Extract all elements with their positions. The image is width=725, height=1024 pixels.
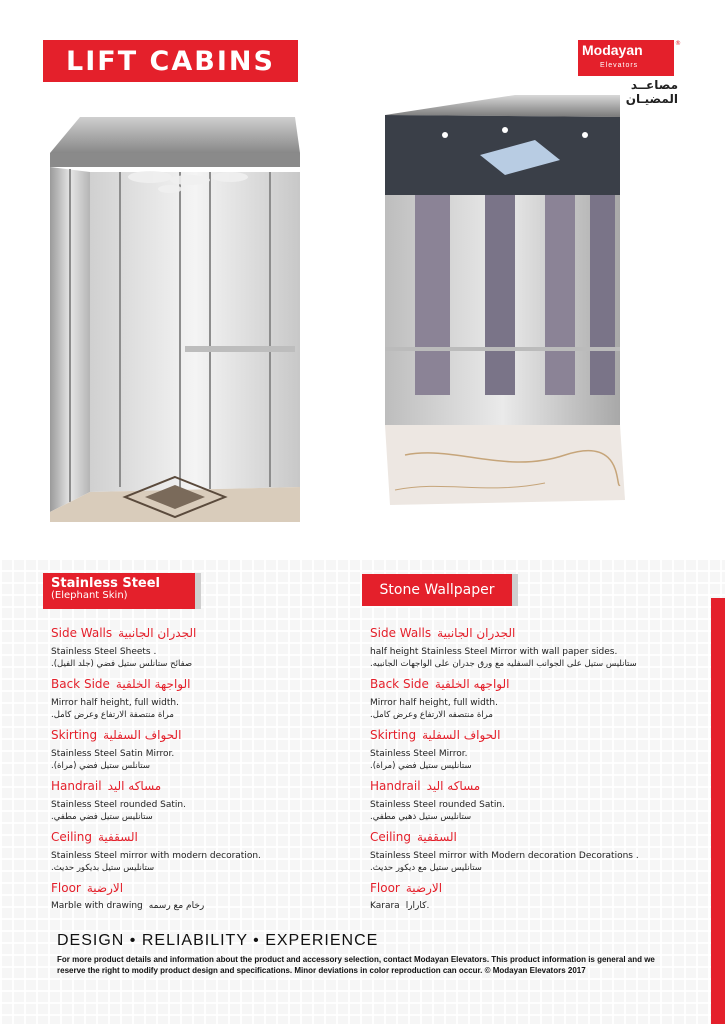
spec-label-ar: الارضية [86, 881, 124, 895]
spec-label-ar: السقفية [98, 830, 138, 844]
spec-value-en: Mirror half height, full width. [370, 698, 498, 708]
spec-value-ar: ستانليس ستيل على الجوانب السفليه مع ورق جدران على الواجهات الجانبيه. [370, 659, 637, 669]
left-spec-list [51, 626, 361, 932]
right-spec-list [370, 626, 710, 932]
right-heading-shadow [512, 574, 518, 606]
logo-registered: ® [675, 40, 681, 47]
list-item-floor [370, 881, 710, 932]
spec-label-ar: السقفية [417, 830, 457, 844]
list-item [370, 728, 710, 779]
spec-label-ar: مساكه اليد [107, 779, 162, 793]
list-item [370, 626, 710, 677]
spec-value-en: Mirror half height, full width. [51, 698, 179, 708]
list-item [370, 677, 710, 728]
spec-value-en: Karara [370, 901, 400, 911]
left-section-heading [43, 573, 195, 609]
spec-value-en: half height Stainless Steel Mirror with wall paper sides. [370, 647, 618, 657]
list-item-floor [51, 881, 361, 932]
spec-label-en: Back Side [51, 677, 110, 691]
list-item [370, 779, 710, 830]
spec-label-ar: مساكه اليد [426, 779, 481, 793]
spec-value-en: Marble with drawing [51, 901, 143, 911]
spec-value-ar: ستانليس ستيل بديكور حديث. [51, 863, 155, 873]
logo-arabic-name: مصاعــد المضيـان [625, 78, 678, 106]
spec-value-ar: ستانليس ستيل فضي (مراة). [370, 761, 472, 771]
spec-label-en: Handrail [370, 779, 421, 793]
spec-label-en: Ceiling [370, 830, 411, 844]
list-item [51, 728, 361, 779]
spec-value-ar: مراة منتصفه الارتفاع وعرض كامل. [370, 710, 493, 720]
spec-value-en: Stainless Steel rounded Satin. [370, 800, 505, 810]
spec-value-en: Stainless Steel rounded Satin. [51, 800, 186, 810]
logo-name: Modayan [582, 42, 643, 58]
spec-label-en: Side Walls [370, 626, 432, 640]
spec-label-ar: الارضية [405, 881, 443, 895]
logo-subtitle: Elevators [600, 62, 639, 69]
spec-value-ar: ستانليس ستيل ذهبي مطفي. [370, 812, 472, 822]
spec-value-en: Stainless Steel Mirror. [370, 749, 468, 759]
right-section-heading: Stone Wallpaper [362, 574, 512, 606]
spec-label-ar: الحواف السفلية [103, 728, 182, 742]
spec-label-ar: الحواف السفلية [422, 728, 501, 742]
spec-value-en: Stainless Steel Satin Mirror. [51, 749, 175, 759]
list-item [51, 830, 361, 881]
spec-label-en: Ceiling [51, 830, 92, 844]
spec-label-ar: الواجهه الخلفية [434, 677, 510, 691]
spec-label-en: Floor [51, 881, 81, 895]
tagline: DESIGN • RELIABILITY • EXPERIENCE [57, 932, 379, 949]
logo-box [578, 40, 674, 76]
stainless-steel-cabin-image [50, 117, 300, 522]
spec-label-ar: الجدران الجانبية [118, 626, 197, 640]
spec-label-en: Skirting [51, 728, 98, 742]
left-heading-title: Stainless Steel [51, 576, 161, 591]
spec-value-ar: صفائح ستانلس ستيل فضي (جلد الفيل). [51, 659, 193, 669]
spec-label-en: Floor [370, 881, 400, 895]
list-item [51, 677, 361, 728]
side-accent-strip [711, 598, 725, 1024]
spec-value-ar: رخام مع رسمه [148, 901, 205, 911]
list-item [51, 626, 361, 677]
footnote: For more product details and information about the product and accessory selection, contact Modayan Elevators. This product information is general and we reserve the right to modify product design and specifications. Minor deviations in color reproduction can occur. © Modayan Elevators 2017 [57, 955, 655, 975]
spec-value-ar: ستانليس ستيل مع ديكور حديث. [370, 863, 482, 873]
spec-label-ar: الواجهة الخلفية [115, 677, 191, 691]
spec-label-en: Skirting [370, 728, 417, 742]
left-heading-shadow [195, 573, 201, 609]
spec-value-en: Stainless Steel Sheets . [51, 647, 157, 657]
page-title: LIFT CABINS [43, 40, 298, 82]
spec-value-ar: ستانلس ستيل فضي (مراة). [51, 761, 150, 771]
list-item [51, 779, 361, 830]
left-heading-subtitle: (Elephant Skin) [51, 590, 128, 601]
spec-label-en: Side Walls [51, 626, 113, 640]
spec-value-ar: كارارا. [405, 901, 430, 911]
list-item [370, 830, 710, 881]
spec-value-ar: ستانليس ستيل فضي مطفي. [51, 812, 153, 822]
modayan-logo [578, 40, 681, 106]
spec-label-en: Back Side [370, 677, 429, 691]
spec-value-ar: مراة منتصفة الارتفاع وعرض كامل. [51, 710, 174, 720]
spec-label-en: Handrail [51, 779, 102, 793]
stone-wallpaper-cabin-image [385, 95, 625, 505]
spec-value-en: Stainless Steel mirror with Modern decoration Decorations . [370, 851, 639, 861]
spec-value-en: Stainless Steel mirror with modern decoration. [51, 851, 261, 861]
spec-label-ar: الجدران الجانبية [437, 626, 516, 640]
